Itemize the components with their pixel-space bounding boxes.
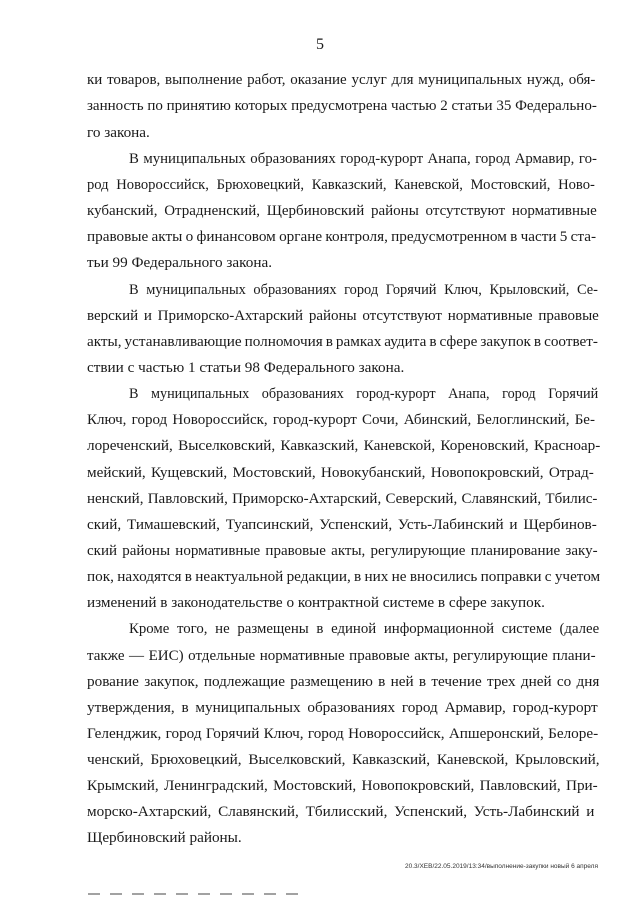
text-line: ки товаров, выполнение работ, оказание услуг для муниципальных нужд, обя-: [87, 72, 596, 88]
text-line: Кроме того, не размещены в единой информационной системе (далее: [129, 621, 600, 637]
text-line: Щербиновский районы.: [87, 829, 242, 846]
page-number: 5: [316, 36, 324, 53]
text-line: В муниципальных образованиях город Горячий Ключ, Крыловский, Се-: [129, 282, 598, 298]
text-line: лореченский, Выселковский, Кавказский, Каневской, Кореновский, Красноар-: [87, 437, 601, 454]
text-line: ствии с частью 1 статьи 98 Федерального закона.: [87, 359, 405, 376]
text-line: рование закупок, подлежащие размещению в ней в течение трех дней со дня: [87, 673, 600, 690]
text-line: утверждения, в муниципальных образованиях город Армавир, город-курорт: [87, 699, 598, 716]
text-line: верский и Приморско-Ахтарский районы отсутствуют нормативные правовые: [87, 308, 599, 324]
text-line: ский районы нормативные правовые акты, регулирующие планирование заку-: [87, 543, 598, 559]
text-line: Ключ, город Новороссийск, город-курорт Сочи, Абинский, Белоглинский, Бе-: [87, 412, 595, 428]
document-footer: 20.3/ХЕВ/22.05.2019/13:34/выполнение-закупки новый 6 апреля: [404, 863, 598, 870]
text-line: ненский, Павловский, Приморско-Ахтарский, Северский, Славянский, Тбилис-: [87, 491, 598, 507]
scan-artifact: [88, 893, 298, 895]
text-line: кубанский, Отрадненский, Щербиновский районы отсутствуют нормативные: [87, 203, 597, 219]
text-line: занность по принятию которых предусмотрена частью 2 статьи 35 Федерально-: [87, 98, 597, 114]
text-line: пок, находятся в неактуальной редакции, в них не вносились поправки с учетом: [87, 568, 601, 585]
text-line: Геленджик, город Горячий Ключ, город Новороссийск, Апшеронский, Белоре-: [87, 725, 599, 742]
text-line: ский, Тимашевский, Туапсинский, Успенский, Усть-Лабинский и Щербинов-: [87, 516, 597, 533]
text-line: ченский, Брюховецкий, Выселковский, Кавказский, Каневской, Крыловский,: [87, 751, 600, 768]
text-line: тьи 99 Федерального закона.: [87, 254, 273, 271]
text-line: также — ЕИС) отдельные нормативные правовые акты, регулирующие плани-: [87, 648, 596, 664]
text-line: В муниципальных образованиях город-курорт Анапа, город Горячий: [129, 386, 599, 402]
text-line: мейский, Кущевский, Мостовский, Новокубанский, Новопокровский, Отрад-: [87, 464, 594, 481]
text-line: правовые акты о финансовом органе контроля, предусмотренном в части 5 ста-: [87, 228, 597, 245]
text-line: морско-Ахтарский, Славянский, Тбилисский, Успенский, Усть-Лабинский и: [87, 803, 595, 820]
text-line: изменений в законодательстве о контрактной системе в сфере закупок.: [87, 594, 545, 611]
text-line: акты, устанавливающие полномочия в рамках аудита в сфере закупок в соответ-: [87, 333, 598, 350]
text-line: Крымский, Ленинградский, Мостовский, Новопокровский, Павловский, При-: [87, 777, 598, 794]
text-line: род Новороссийск, Брюховецкий, Кавказский, Каневской, Мостовский, Ново-: [87, 177, 595, 193]
text-line: В муниципальных образованиях город-курорт Анапа, город Армавир, го-: [129, 151, 597, 167]
text-line: го закона.: [87, 124, 150, 141]
